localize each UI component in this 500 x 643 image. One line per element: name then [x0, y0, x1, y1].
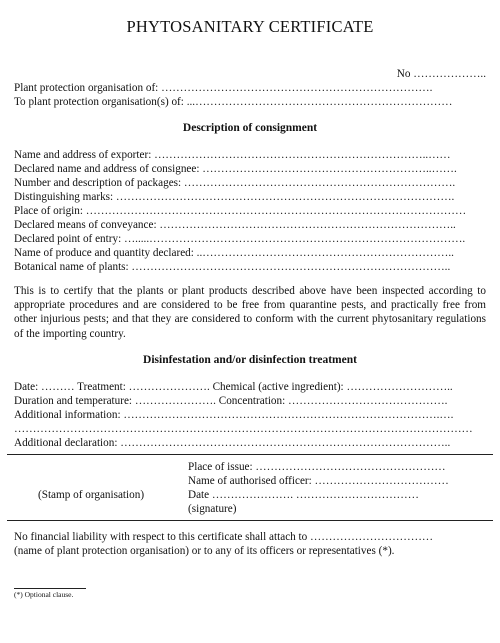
- additional-declaration-line: Additional declaration: ……………………………………………………………………………..: [14, 437, 451, 449]
- additional-info-line: Additional information: ………………………………………………………………………….….: [14, 409, 454, 421]
- botanical-name-line: Botanical name of plants: …………………………………………………………………………..: [14, 261, 451, 273]
- treatment-heading: Disinfestation and/or disinfection treatment: [143, 354, 357, 366]
- authorised-officer-line: Name of authorised officer: ………………………………: [188, 475, 449, 487]
- liability-line-continuation: (name of plant protection organisation) or to any of its officers or representatives (*).: [14, 545, 395, 557]
- footnote-rule: [14, 588, 86, 589]
- stamp-label: (Stamp of organisation): [38, 489, 145, 501]
- origin-organisation-line: Plant protection organisation of: ……………………………………………………………….: [14, 82, 433, 94]
- certificate-title: PHYTOSANITARY CERTIFICATE: [126, 17, 374, 36]
- treatment-date-line: Date: ……… Treatment: …………………. Chemical (active ingredient): ………………………..: [14, 381, 453, 393]
- issue-date-line: Date …………………. ……………………………: [188, 489, 419, 501]
- additional-info-continuation: ……………………………………………………………………………………………………………: [14, 423, 473, 435]
- packages-line: Number and description of packages: ……………………………………………………………….: [14, 177, 456, 189]
- footnote: (*) Optional clause.: [14, 590, 74, 599]
- point-of-entry-line: Declared point of entry: ….....………………………………………………………………………….: [14, 233, 466, 245]
- exporter-line: Name and address of exporter: ………………………………………………………………..……: [14, 149, 451, 161]
- consignment-heading: Description of consignment: [182, 122, 318, 134]
- origin-line: Place of origin: …………………………………………………………………………………………: [14, 205, 467, 217]
- place-of-issue-line: Place of issue: ……………………………………………: [188, 461, 446, 473]
- consignee-line: Declared name and address of consignee: ……………………………………………………..…….: [14, 163, 457, 175]
- destination-organisation-line: To plant protection organisation(s) of: ...……………………………………………………………: [14, 96, 453, 108]
- marks-line: Distinguishing marks: ……………………………………………………………………………….: [14, 191, 455, 203]
- certificate-number: No ………………..: [396, 68, 486, 80]
- certification-paragraph: This is to certify that the plants or plant products described above have been inspected according to appropriate procedures and are considered to be free from quarantine pests, and practically free from other injurious pests; and that they are considered to conform with the current phytosanitary regulations of the importing country.: [14, 285, 486, 340]
- conveyance-line: Declared means of conveyance: ……………………………………………………………………..: [14, 219, 456, 231]
- duration-line: Duration and temperature: …………………. Concentration: …………………………………….: [14, 395, 448, 407]
- produce-quantity-line: Name of produce and quantity declared: ..…………………………………………………………..: [14, 247, 454, 259]
- liability-line: No financial liability with respect to this certificate shall attach to ……………………………: [14, 531, 434, 543]
- section-divider-lower: [7, 520, 493, 521]
- signature-label: (signature): [188, 503, 237, 515]
- section-divider: [7, 454, 493, 455]
